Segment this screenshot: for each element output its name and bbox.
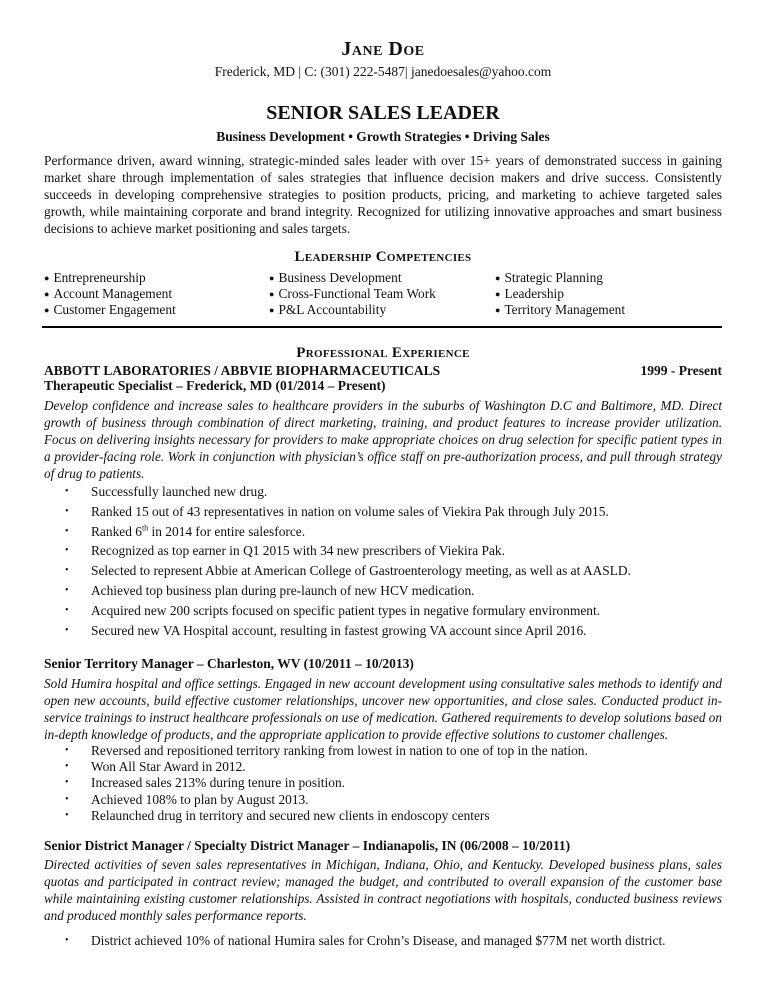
- headline: SENIOR SALES LEADER: [266, 102, 500, 124]
- job-description: Develop confidence and increase sales to healthcare providers in the suburbs of Washington D.C and Baltimore, MD. Direct growth of business through combination of direct marketing, training, and product features to increase provider utilization. Focus on delivering insights necessary for providers to make appropriate choices on drug selection for specific patient types in a provider-facing role. Work in conjunction with physician’s office staff on pre-authorization process, and pull through strategy of drug to patients.: [44, 398, 722, 481]
- bullet-icon: •: [65, 793, 69, 805]
- bullet-icon: •: [65, 525, 69, 537]
- competency-item: ● Entrepreneurship: [44, 270, 269, 286]
- achievement-item: • Won All Star Award in 2012.: [65, 759, 246, 775]
- bullet-icon: •: [65, 545, 69, 557]
- company-dates: 1999 - Present: [640, 363, 722, 378]
- competency-item: ● Business Development: [269, 270, 495, 286]
- tagline: Business Development • Growth Strategies • Driving Sales: [216, 129, 550, 144]
- competency-item: ● Leadership: [495, 286, 722, 302]
- competencies-list: [44, 270, 722, 318]
- achievement-item: • Acquired new 200 scripts focused on specific patient types in negative formulary environment.: [44, 601, 722, 621]
- competency-item: ● P&L Accountability: [269, 302, 495, 318]
- job-title: Therapeutic Specialist – Frederick, MD (01/2014 – Present): [44, 378, 386, 393]
- achievement-item: • Successfully launched new drug.: [44, 482, 722, 502]
- company-row: [44, 363, 722, 379]
- bullet-icon: •: [65, 624, 69, 636]
- bullet-icon: •: [65, 604, 69, 616]
- achievement-item: • Increased sales 213% during tenure in position.: [65, 775, 345, 791]
- achievement-item: • Relaunched drug in territory and secured new clients in endoscopy centers: [65, 807, 490, 823]
- job-title: Senior District Manager / Specialty District Manager – Indianapolis, IN (06/2008 – 10/2011): [44, 838, 571, 853]
- job-description: Directed activities of seven sales representatives in Michigan, Indiana, Ohio, and Kentucky. Developed business plans, sales quotas and participated in contract review; managed the budget, and contributed to overall expansion of the customer base while maintaining existing customer relationships. Assisted in contract negotiations with hospitals, conducted business reviews and produced monthly sales performance reports.: [44, 857, 722, 923]
- contact-info: Frederick, MD | C: (301) 222-5487| janedoesales@yahoo.com: [214, 64, 552, 79]
- achievement-list: [44, 931, 722, 951]
- achievement-item: • Ranked 6th in 2014 for entire salesforce.: [44, 522, 722, 542]
- achievement-item: • Reversed and repositioned territory ranking from lowest in nation to one of top in the nation.: [65, 743, 588, 758]
- achievement-list: [44, 743, 722, 824]
- competency-item: ● Territory Management: [495, 302, 722, 318]
- achievement-item: • Achieved top business plan during pre-launch of new HCV medication.: [44, 581, 722, 601]
- candidate-name: Jane Doe: [341, 38, 425, 60]
- competency-item: ● Cross-Functional Team Work: [269, 286, 495, 302]
- competency-item: ● Account Management: [44, 286, 269, 302]
- bullet-icon: •: [65, 745, 69, 756]
- competency-item: ● Customer Engagement: [44, 302, 269, 318]
- experience-heading: Professional Experience: [296, 345, 470, 361]
- achievement-item: • Secured new VA Hospital account, resulting in fastest growing VA account since April 2016.: [44, 621, 722, 641]
- section-divider: [42, 326, 722, 328]
- bullet-icon: •: [65, 584, 69, 596]
- achievement-item: • Recognized as top earner in Q1 2015 with 34 new prescribers of Viekira Pak.: [44, 541, 722, 561]
- achievement-item: • District achieved 10% of national Humira sales for Crohn’s Disease, and managed $77M net worth district.: [44, 931, 722, 951]
- bullet-icon: •: [65, 809, 69, 821]
- bullet-icon: •: [65, 935, 69, 946]
- achievement-item: • Selected to represent Abbie at American College of Gastroenterology meeting, as well as at AASLD.: [44, 561, 722, 581]
- bullet-icon: •: [65, 565, 69, 577]
- company-name: ABBOTT LABORATORIES / ABBVIE BIOPHARMACEUTICALS: [44, 363, 441, 378]
- achievement-list: [44, 482, 722, 640]
- competencies-heading: Leadership Competencies: [294, 249, 472, 265]
- job-title: Senior Territory Manager – Charleston, WV (10/2011 – 10/2013): [44, 656, 414, 671]
- bullet-icon: •: [65, 761, 69, 773]
- achievement-item: • Achieved 108% to plan by August 2013.: [65, 791, 309, 807]
- achievement-item: • Ranked 15 out of 43 representatives in nation on volume sales of Viekira Pak through July 2015.: [44, 502, 722, 522]
- bullet-icon: •: [65, 505, 69, 517]
- job-description: Sold Humira hospital and office settings. Engaged in new account development using consultative sales methods to identify and open new accounts, build effective customer relationships, uncover new opportunities, and close sales. Conducted product in-service trainings to instruct healthcare professionals on use of medication. Gathered requirements to develop solutions based on in-depth knowledge of products, and the appropriate application to provide effective solutions to customer challenges.: [44, 676, 722, 742]
- bullet-icon: •: [65, 486, 69, 497]
- summary-paragraph: Performance driven, award winning, strategic-minded sales leader with over 15+ years of demonstrated success in gaining market share through implementation of sales strategies that influence decision makers and drive success. Consistently succeeds in developing comprehensive strategies to position products, pricing, and marketing to achieve targeted sales growth, while maintaining corporate and brand integrity. Recognized for utilizing innovative approaches and smart business decisions to achieve market positioning and sales targets.: [44, 153, 722, 236]
- bullet-icon: •: [65, 777, 69, 789]
- competency-item: ● Strategic Planning: [495, 270, 722, 286]
